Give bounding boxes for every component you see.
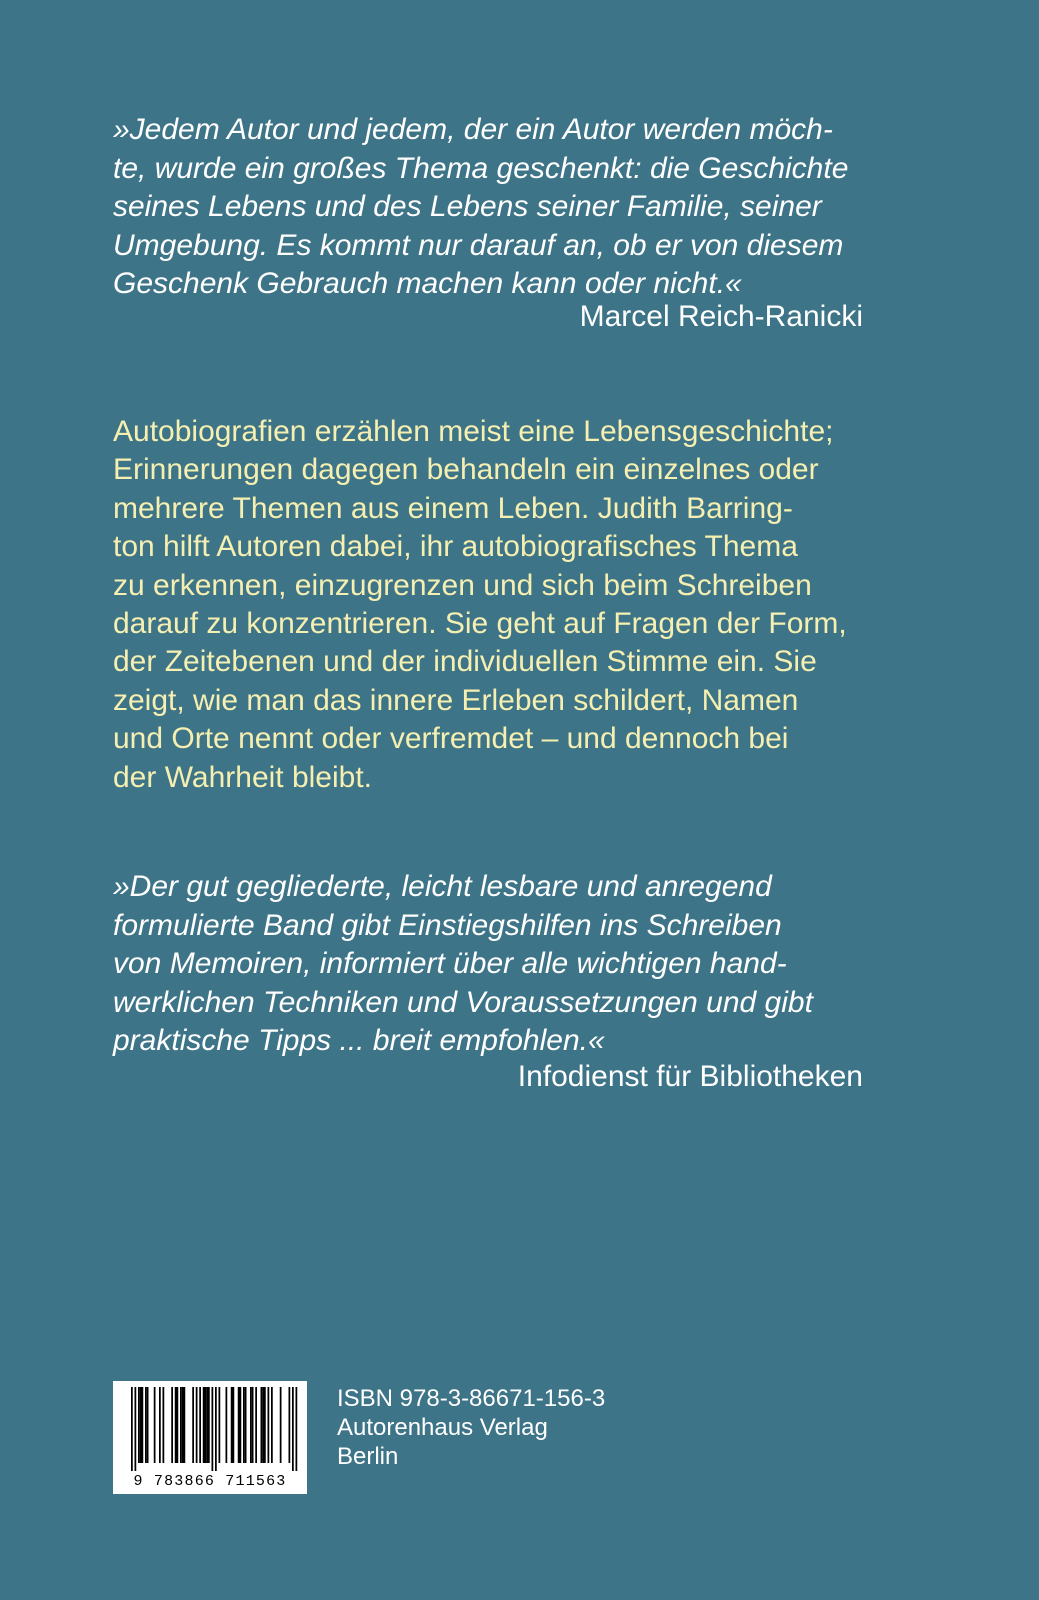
barcode-bar <box>240 1387 242 1463</box>
publisher-info <box>337 1384 605 1471</box>
reich-ranicki-quote <box>113 111 853 304</box>
review-quote <box>113 868 853 1061</box>
quote-attribution: Marcel Reich-Ranicki <box>579 300 863 333</box>
barcode-bar <box>171 1387 173 1463</box>
barcode-bar <box>250 1387 252 1463</box>
barcode-bar <box>205 1387 207 1463</box>
barcode-bar <box>192 1387 194 1463</box>
barcode-bar <box>154 1387 156 1463</box>
description-line: der Zeitebenen und der individuellen Stimme ein. Sie <box>113 645 817 679</box>
barcode-bar <box>296 1387 298 1471</box>
quote-line: formulierte Band gibt Einstiegshilfen ins Schreiben <box>113 908 782 942</box>
barcode-bar <box>233 1387 235 1463</box>
barcode-digits: 9 783866 711563 <box>133 1473 287 1490</box>
barcode-bar <box>219 1387 221 1463</box>
description-line: Autobiografien erzählen meist eine Lebensgeschichte; <box>113 415 834 448</box>
description-line: darauf zu konzentrieren. Sie geht auf Fragen der Form, <box>113 607 847 641</box>
barcode-bar <box>206 1387 208 1463</box>
barcode-bar <box>131 1387 133 1471</box>
barcode-bar <box>184 1387 186 1463</box>
barcode-bar <box>271 1387 273 1463</box>
barcode-bar <box>142 1387 144 1463</box>
quote-line: seines Lebens und des Lebens seiner Familie, seiner <box>113 190 822 223</box>
barcode-bar <box>245 1387 247 1463</box>
quote-line: Umgebung. Es kommt nur darauf an, ob er von diesem <box>113 228 844 262</box>
quote-line: »Der gut gegliederte, leicht lesbare und anregend <box>113 870 772 903</box>
barcode-bar <box>159 1387 161 1463</box>
barcode-bar <box>196 1387 198 1463</box>
description-line: zeigt, wie man das innere Erleben schildert, Namen <box>113 683 799 717</box>
isbn-barcode <box>113 1381 307 1494</box>
barcode-bar <box>212 1387 214 1471</box>
publisher-city: Berlin <box>337 1443 399 1470</box>
barcode-bar <box>163 1387 165 1463</box>
barcode-bar <box>140 1387 142 1463</box>
barcode-bar <box>238 1387 240 1463</box>
quote-line: Geschenk Gebrauch machen kann oder nicht.« <box>113 267 742 300</box>
barcode-bar <box>289 1387 291 1463</box>
barcode-bar <box>208 1387 210 1463</box>
barcode-bar <box>292 1387 294 1471</box>
publisher-name: Autorenhaus Verlag <box>337 1414 548 1441</box>
barcode-bar <box>261 1387 263 1463</box>
barcode-bar <box>175 1387 177 1463</box>
barcode-bar <box>177 1387 179 1463</box>
barcode-bar <box>182 1387 184 1463</box>
quote-line: »Jedem Autor und jedem, der ein Autor werden möch- <box>113 113 833 146</box>
barcode-bar <box>199 1387 201 1463</box>
description-line: Erinnerungen dagegen behandeln ein einzelnes oder <box>113 453 819 487</box>
barcode-bar <box>231 1387 233 1463</box>
review-attribution: Infodienst für Bibliotheken <box>517 1060 863 1093</box>
barcode-bar <box>135 1387 137 1471</box>
barcode-bar <box>203 1387 205 1463</box>
description-line: ton hilft Autoren dabei, ihr autobiografisches Thema <box>113 530 798 564</box>
description-line: zu erkennen, einzugrenzen und sich beim Schreiben <box>113 568 812 602</box>
barcode-bar <box>138 1387 140 1463</box>
barcode-bar <box>280 1387 282 1463</box>
barcode-bar <box>147 1387 149 1463</box>
description-line: und Orte nennt oder verfremdet – und dennoch bei <box>113 722 789 756</box>
barcode-bar <box>252 1387 254 1463</box>
barcode-bar <box>145 1387 147 1463</box>
barcode-bar <box>262 1387 264 1463</box>
description-line: mehrere Themen aus einem Leben. Judith Barring- <box>113 491 793 525</box>
quote-line: te, wurde ein großes Thema geschenkt: die Geschichte <box>113 151 849 185</box>
quote-line: werklichen Techniken und Voraussetzungen und gibt <box>113 985 813 1019</box>
quote-line: praktische Tipps ... breit empfohlen.« <box>113 1024 605 1057</box>
barcode-bar <box>243 1387 245 1463</box>
barcode-bar <box>180 1387 182 1463</box>
barcode-bar <box>264 1387 266 1463</box>
book-description <box>113 413 873 797</box>
quote-line: von Memoiren, informiert über alle wichtigen hand- <box>113 947 787 980</box>
barcode-bar <box>215 1387 217 1471</box>
barcode-bar <box>255 1387 257 1463</box>
barcode-bar <box>226 1387 228 1463</box>
description-line: der Wahrheit bleibt. <box>113 760 373 794</box>
barcode-bar <box>268 1387 270 1463</box>
isbn-text: ISBN 978-3-86671-156-3 <box>337 1385 606 1412</box>
